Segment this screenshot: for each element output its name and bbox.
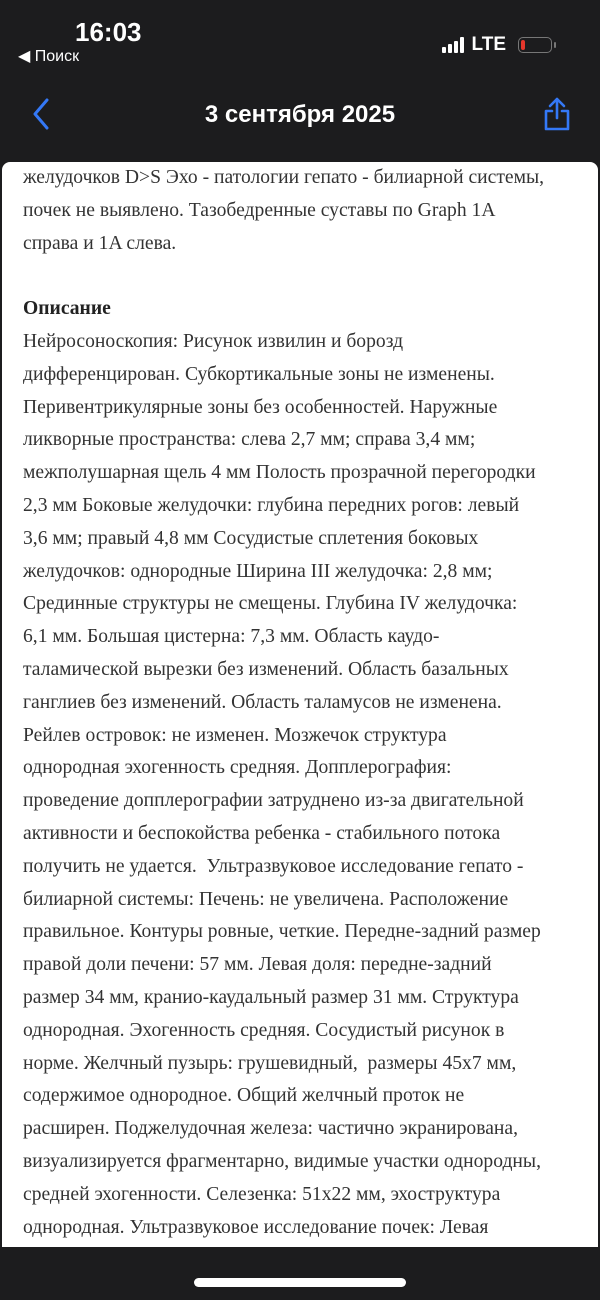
text-line: ликворные пространства: слева 2,7 мм; справа 3,4 мм; [23,429,476,451]
text-line: почек не выявлено. Тазобедренные суставы по Graph 1A [23,199,496,221]
text-line: 6,1 мм. Большая цистерна: 7,3 мм. Область каудо- [23,626,440,648]
text-line: получить не удается. Ультразвуковое исследование гепато - [23,855,524,877]
signal-icon [442,37,464,53]
text-line: содержимое однородное. Общий желчный проток не [23,1085,465,1107]
text-line: дифференцирован. Субкортикальные зоны не изменены. [23,363,495,385]
text-line: желудочков D>S Эхо - патологии гепато - билиарной системы, [23,167,545,188]
text-line: норме. Желчный пузырь: грушевидный, размеры 45x7 мм, [23,1052,517,1074]
share-icon[interactable] [542,96,572,132]
network-type: LTE [471,34,506,55]
text-line: Нейросоноскопия: Рисунок извилин и борозд [23,330,404,352]
text-line: билиарной системы: Печень: не увеличена. Расположение [23,888,509,910]
text-line: активности и беспокойства ребенка - стабильного потока [23,822,501,844]
text-line: однородная. Ультразвуковое исследование почек: Левая [23,1216,489,1238]
text-line: расширен. Поджелудочная железа: частично экранирована, [23,1118,518,1140]
text-line: средней эхогенности. Селезенка: 51x22 мм, эхоструктура [23,1183,501,1205]
text-line: визуализируется фрагментарно, видимые участки однородны, [23,1150,541,1172]
text-line: 2,3 мм Боковые желудочки: глубина передних рогов: левый [23,494,520,516]
text-line: таламической вырезки без изменений. Область базальных [23,658,509,680]
text-line: желудочков: однородные Ширина III желудочка: 2,8 мм; [23,560,493,582]
text-line: ганглиев без изменений. Область таламусов не изменена. [23,691,502,713]
text-line: справа и 1A слева. [23,232,177,254]
home-indicator[interactable] [194,1278,406,1287]
text-line: межполушарная щель 4 мм Полость прозрачной перегородки [23,462,536,484]
text-line: правой доли печени: 57 мм. Левая доля: передне-задний [23,954,492,976]
text-line: проведение допплерографии затруднено из-за двигательной [23,790,524,812]
text-line: Рейлев островок: не изменен. Мозжечок структура [23,724,447,746]
status-indicators [442,34,552,56]
battery-icon [518,37,552,53]
text-line: Срединные структуры не смещены. Глубина IV желудочка: [23,593,518,615]
text-line: размер 34 мм, кранио-каудальный размер 31 мм. Структура [23,986,519,1008]
text-line: однородная эхогенность средняя. Допплерография: [23,757,452,779]
page-title: 3 сентября 2025 [204,101,396,128]
text-line: однородная. Эхогенность средняя. Сосудистый рисунок в [23,1019,505,1041]
blank-line [23,260,598,293]
status-time: 16:03 [75,17,142,47]
text-line: Перивентрикулярные зоны без особенностей. Наружные [23,396,498,418]
back-to-search-link[interactable]: ◀ Поиск [18,48,80,65]
text-line: 3,6 мм; правый 4,8 мм Сосудистые сплетения боковых [23,527,479,549]
text-line: правильное. Контуры ровные, четкие. Передне-задний размер [23,921,541,943]
section-heading: Описание [23,298,111,320]
document-text [23,162,598,1244]
document-view[interactable] [2,162,598,1247]
